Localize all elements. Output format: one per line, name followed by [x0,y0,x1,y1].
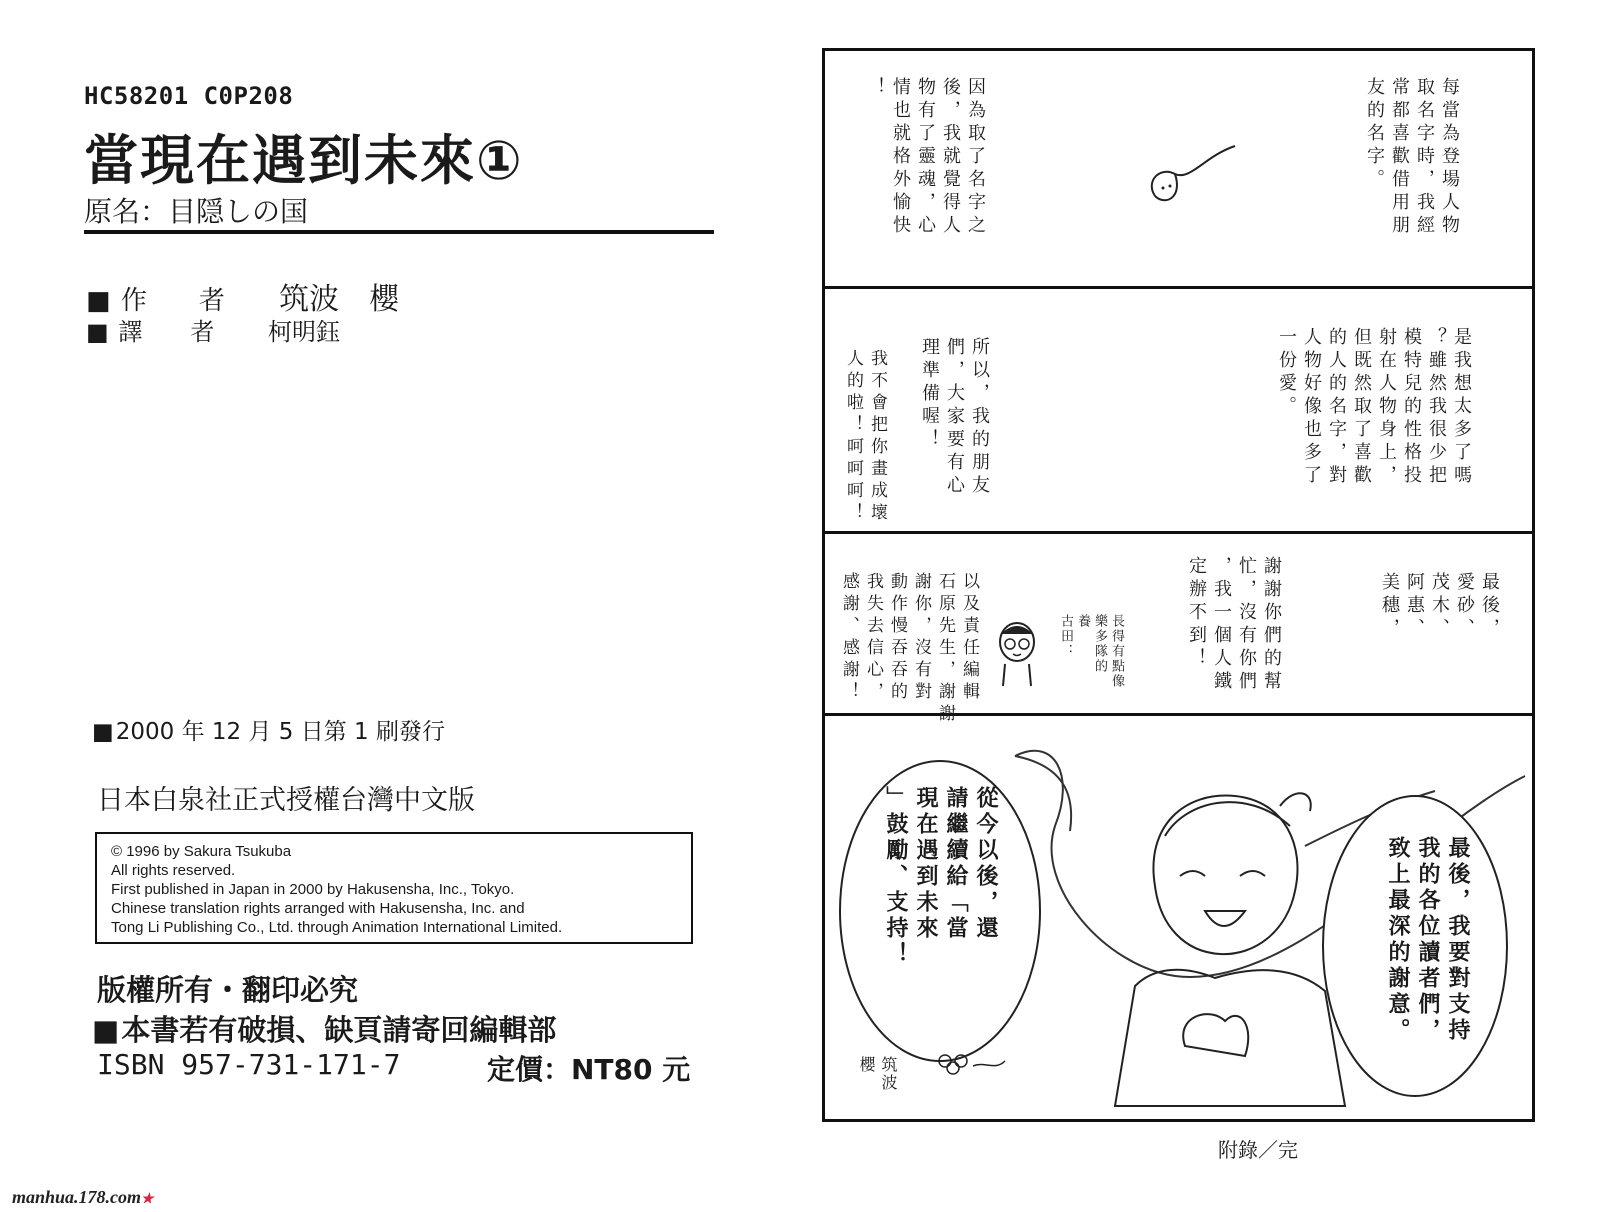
panel-narration: 每當為登場人物 取名字時，我經 常都喜歡借用朋 友的名字。 [1364,77,1460,238]
copyright-line: Chinese translation rights arranged with Hakusensha, Inc. and [111,900,525,917]
panel-narration: 因為取了名字之 後，我就覺得人 物有了靈魂，心 情也就格外愉快 ！ [865,77,986,238]
copyright-box [95,832,693,944]
publish-date-text: 2000 年 12 月 5 日第 1 刷發行 [115,719,445,745]
panel-narration: 最後， 愛砂、 茂木、 阿惠、 美穗， [1379,572,1500,641]
panel-narration: 以及責任編輯 石原先生，謝謝 謝你，沒有對 動作慢吞吞的 我失去信心， 感謝、感謝！ [839,572,979,726]
site-watermark [12,1187,154,1208]
book-title: 當現在遇到未來① [84,129,524,192]
star-icon: ★ [141,1192,154,1207]
book-code: HC58201 C0P208 [84,82,294,110]
repair-notice [92,1008,556,1049]
small-note: 長得有點像 樂多隊的 養 古田： [1058,614,1124,689]
editor-portrait-icon [995,620,1039,690]
copyright-line: All rights reserved. [111,862,236,879]
original-title: 原名：目隠しの国 [84,195,309,228]
repair-notice-text: 本書若有破損、缺頁請寄回編輯部 [121,1013,557,1047]
comic-strip [822,48,1535,1122]
author-signature: 筑波 櫻 [857,1056,898,1092]
speech-bubble-right: 最後，我要對支持 我的各位讀者們， 致上最深的謝意。 [1385,836,1470,1044]
panel-aside: 我不會把你畫成壞 人的啦！呵呵呵！ [843,349,887,525]
comic-panel-2 [825,289,1532,534]
comic-panel-3 [825,534,1532,726]
copyright-line: First published in Japan in 2000 by Hakusensha, Inc., Tokyo. [111,881,515,898]
copyright-line: © 1996 by Sakura Tsukuba [111,843,292,860]
translator-name: 柯明鈺 [267,318,340,346]
speech-bubble-left: 從今以後，還 請繼續給「當 現在遇到未來 」鼓勵、支持！ [883,786,998,968]
panel-narration: 是我想太多了嗎 ？雖然我很少把 模特兒的性格投 射在人物身上， 但既然取了喜歡 的人的名字，對 人物好像也多了 一份愛。 [1276,327,1472,488]
isbn: ISBN 957-731-171-7 [97,1048,401,1081]
title-divider [84,230,714,234]
tadpole-doodle-icon [1135,136,1245,216]
appendix-end-caption: 附錄／完 [1218,1138,1298,1162]
panel-narration: 所以，我的朋友 們，大家要有心 理準備喔！ [919,337,990,498]
comic-panel-4 [825,716,1532,1119]
author-name: 筑波 櫻 [279,282,400,317]
copyright-line: Tong Li Publishing Co., Ltd. through Animation International Limited. [111,919,563,936]
comic-panel-1 [825,51,1532,289]
watermark-text: manhua.178.com [12,1187,142,1207]
panel-narration: 謝謝你們的幫 忙，沒有你們 ，我一個人鐵 定辦不到！ [1186,556,1282,694]
translator-credit [86,312,340,347]
rights-notice: 版權所有・翻印必究 [97,973,359,1007]
credit-role: 譯 者 [118,318,215,346]
license-statement: 日本白泉社正式授權台灣中文版 [97,785,475,816]
price: 定價：NT80 元 [487,1053,691,1086]
credit-role: 作 者 [120,286,225,316]
publish-date [92,713,445,746]
